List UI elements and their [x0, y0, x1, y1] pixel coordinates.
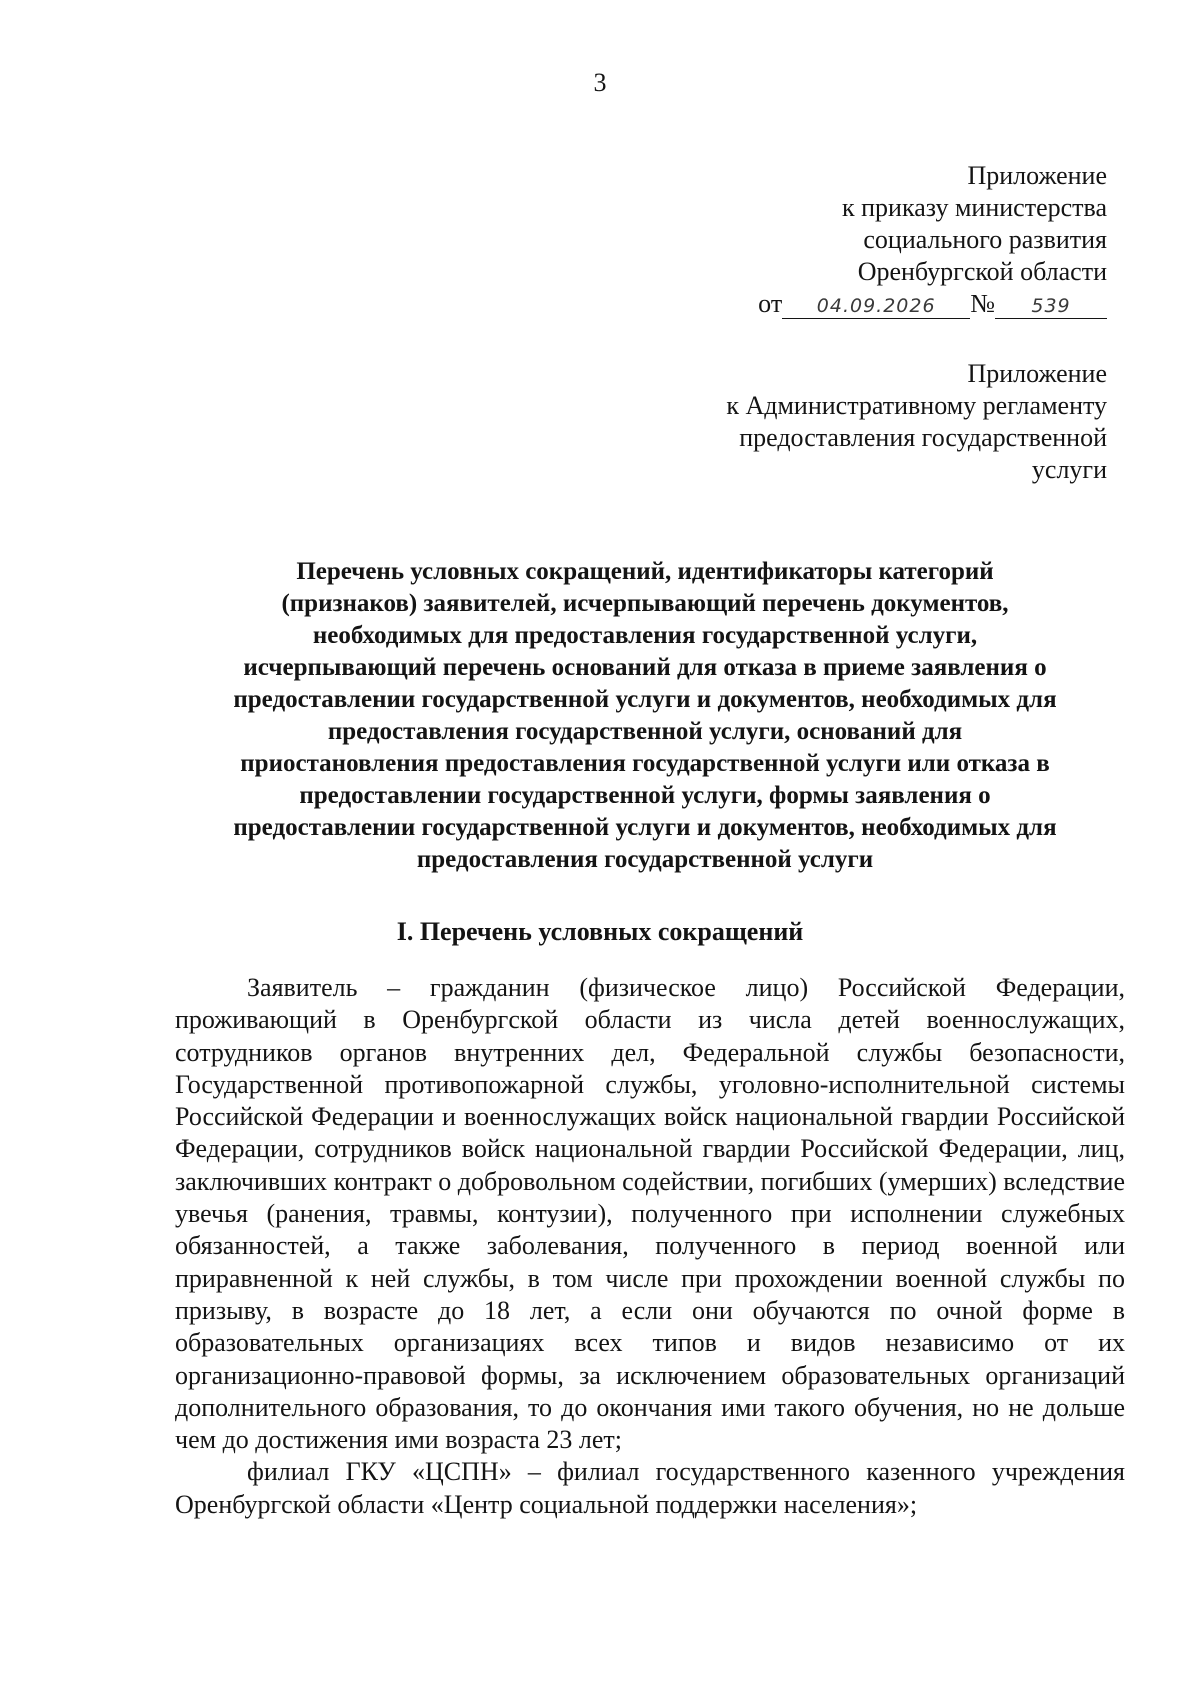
appendix-regulation-line: к Административному регламенту — [726, 391, 1107, 420]
appendix-regulation-block — [726, 358, 1107, 486]
appendix-regulation-line: предоставления государственной — [739, 423, 1107, 452]
appendix-regulation-line: услуги — [1031, 455, 1107, 484]
paragraph-applicant-definition: Заявитель – гражданин (физическое лицо) Российской Федерации, проживающий в Оренбургской области из числа детей военнослужащих, сотрудников органов внутренних дел, Федеральной службы безопасности, Государственной противопожарной службы, уголовно-исполнительной системы Российской Федерации и военнослужащих войск национальной гвардии Российской Федерации, сотрудников войск национальной гвардии Российской Федерации, лиц, заключивших контракт о добровольном содействии, погибших (умерших) вследствие увечья (ранения, травмы, контузии), полученного при исполнении служебных обязанностей, а также заболевания, полученного в период военной или приравненной к ней службы, в том числе при прохождении военной службы по призыву, в возрасте до 18 лет, а если они обучаются по очной форме в образовательных организациях всех типов и видов независимо от их организационно-правовой формы, за исключением образовательных организаций дополнительного образования, то до окончания ими такого обучения, но не дольше чем до достижения ими возраста 23 лет; — [175, 973, 1125, 1455]
appendix-regulation-line: Приложение — [967, 359, 1107, 388]
paragraph-branch-definition: филиал ГКУ «ЦСПН» – филиал государственного казенного учреждения Оренбургской области «Центр социальной поддержки населения»; — [175, 1457, 1125, 1519]
body-text — [175, 972, 1125, 1521]
number-prefix: № — [970, 289, 995, 318]
order-number-handwritten: 539 — [995, 294, 1107, 319]
title-line: исчерпывающий перечень оснований для отказа в приеме заявления о — [243, 654, 1047, 681]
title-line: предоставлении государственной услуги, формы заявления о — [299, 782, 991, 809]
title-line: Перечень условных сокращений, идентификаторы категорий — [296, 558, 994, 585]
order-date-number-line — [758, 288, 1107, 320]
title-line: (признаков) заявителей, исчерпывающий перечень документов, — [281, 590, 1009, 617]
title-line: приостановления предоставления государственной услуги или отказа в — [240, 750, 1050, 777]
title-line: предоставления государственной услуги — [416, 846, 874, 873]
document-title — [165, 556, 1125, 876]
appendix-order-line: Приложение — [967, 161, 1107, 190]
title-line: предоставления государственной услуги, оснований для — [327, 718, 963, 745]
appendix-order-line: Оренбургской области — [857, 257, 1107, 286]
page-number: 3 — [593, 68, 607, 97]
appendix-order-block — [758, 160, 1107, 320]
date-prefix: от — [758, 289, 783, 318]
title-line: необходимых для предоставления государственной услуги, — [312, 622, 978, 649]
section-heading: I. Перечень условных сокращений — [396, 917, 804, 946]
appendix-order-line: социального развития — [863, 225, 1107, 254]
title-line: предоставлении государственной услуги и документов, необходимых для — [233, 686, 1057, 713]
order-date-handwritten: 04.09.2026 — [782, 294, 970, 319]
appendix-order-line: к приказу министерства — [842, 193, 1107, 222]
title-line: предоставлении государственной услуги и документов, необходимых для — [233, 814, 1057, 841]
